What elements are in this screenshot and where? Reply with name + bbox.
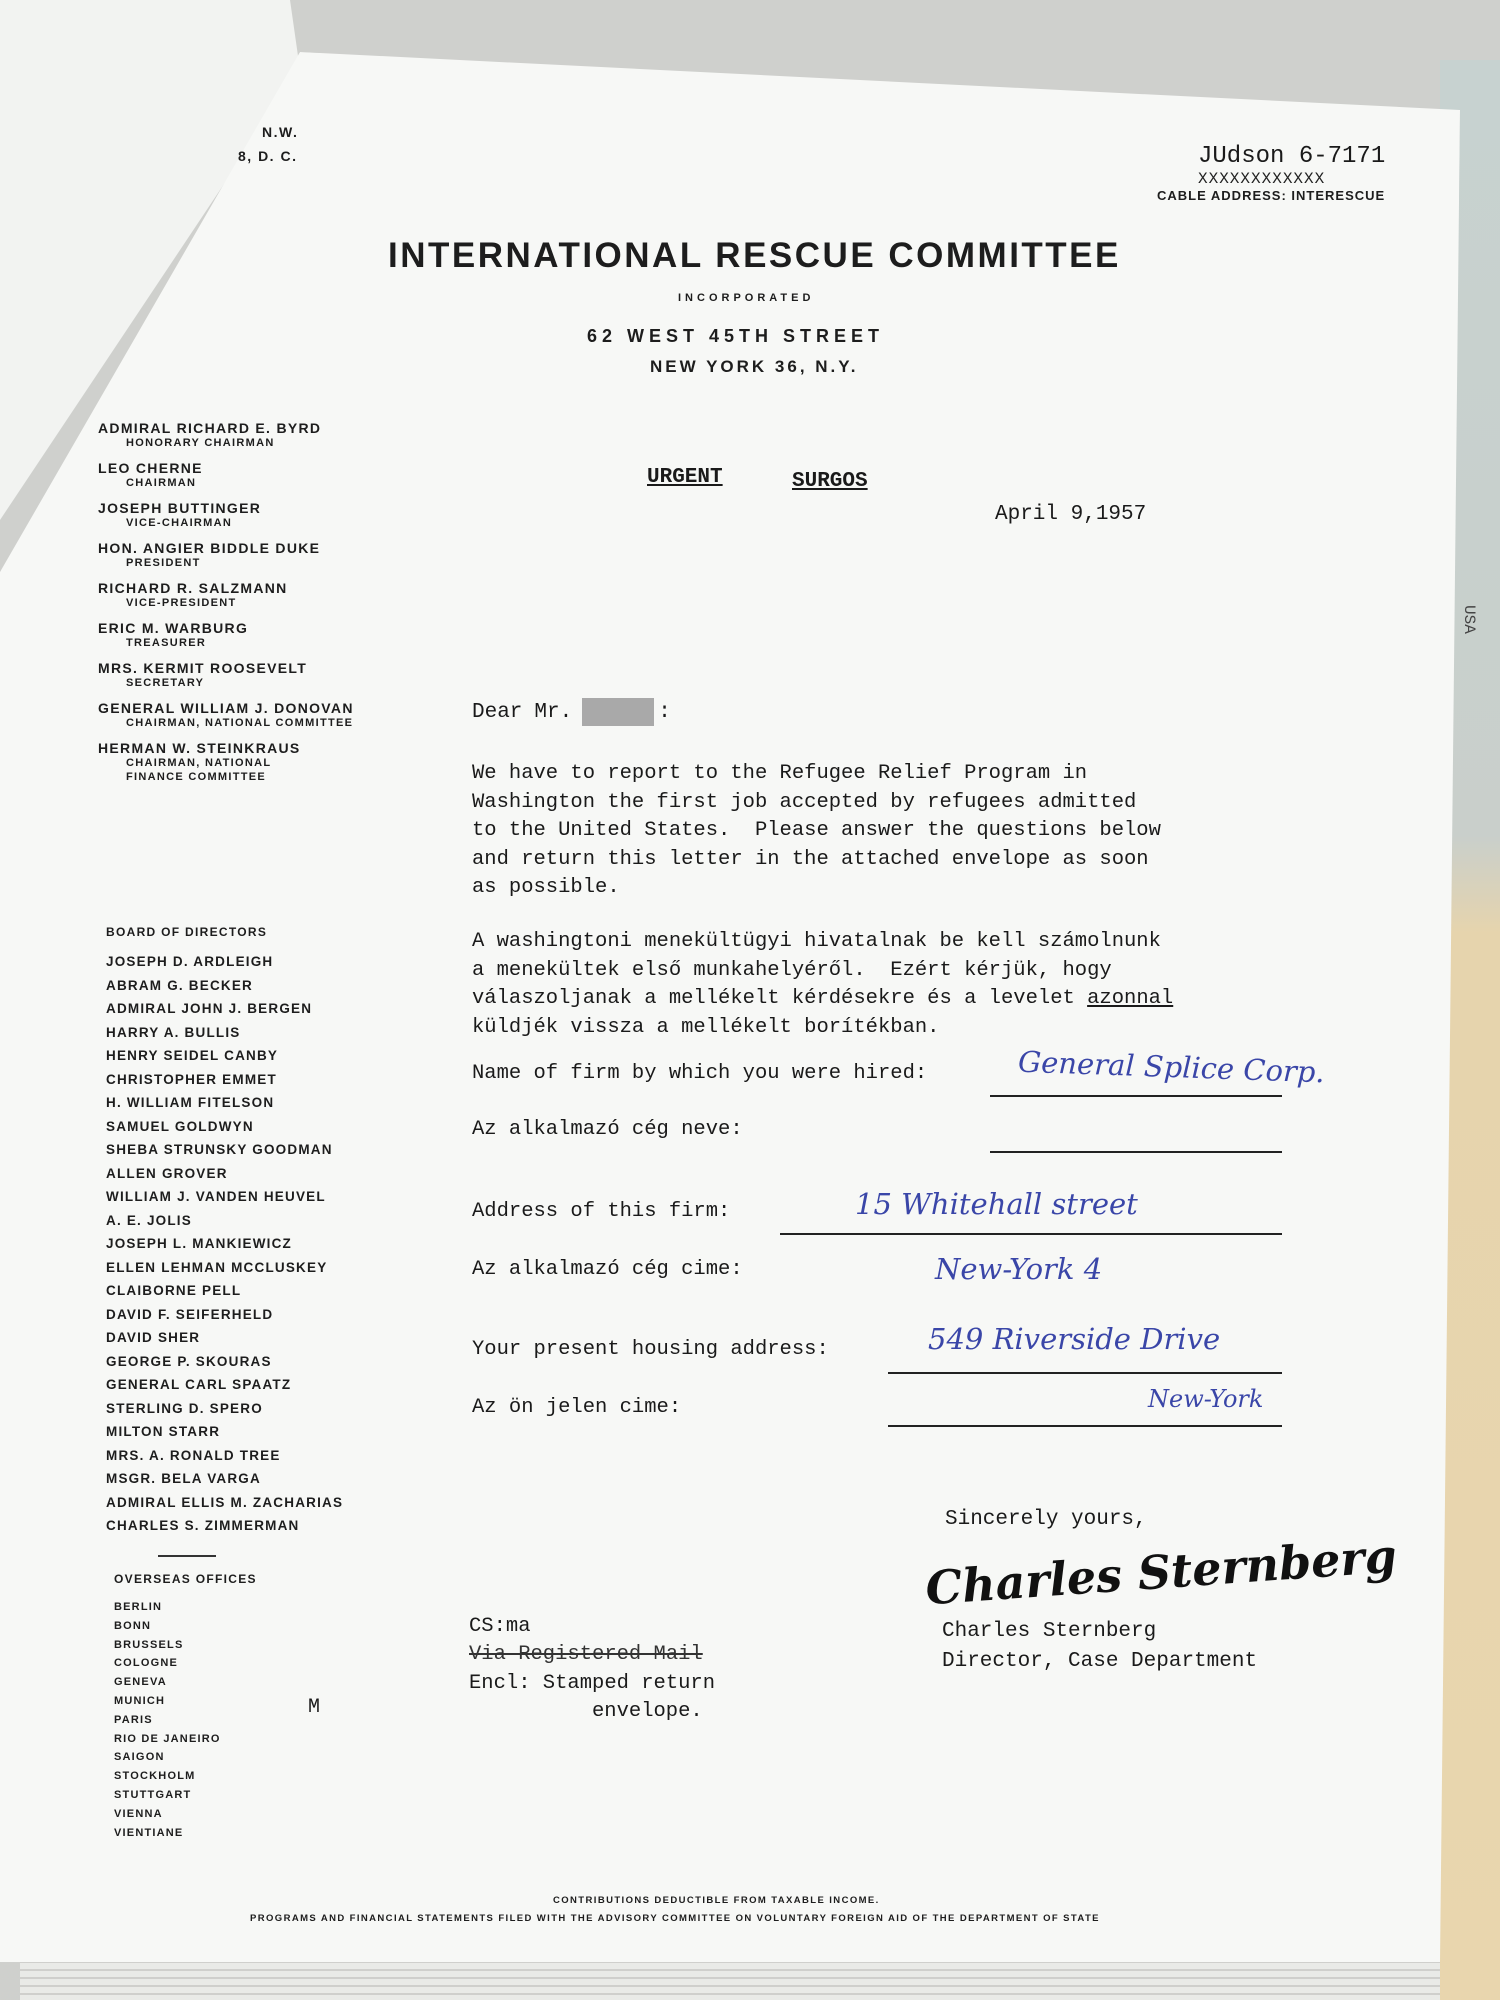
enclosure: Encl: Stamped return	[469, 1672, 716, 1695]
officer-entry	[98, 500, 428, 530]
board-member: ALLEN GROVER	[106, 1165, 228, 1181]
overseas-office: VIENNA	[114, 1807, 163, 1820]
signer-title: Director, Case Department	[942, 1650, 1258, 1673]
board-member: HENRY SEIDEL CANBY	[106, 1048, 279, 1063]
signature: Charles Sternberg	[923, 1528, 1399, 1616]
overseas-office: PARIS	[114, 1713, 153, 1726]
enclosure-cont: envelope.	[592, 1700, 703, 1723]
officer-title: PRESIDENT	[126, 557, 201, 569]
via-struck-out: Via Registered Mail	[469, 1643, 703, 1666]
overseas-office: GENEVA	[114, 1676, 167, 1689]
salutation-suffix: :	[658, 700, 671, 724]
board-member: GEORGE P. SKOURAS	[106, 1353, 272, 1369]
form-label-firm-address-hu: Az alkalmazó cég cime:	[472, 1258, 743, 1281]
officer-name: RICHARD R. SALZMANN	[98, 580, 288, 596]
form-label-housing-address-hu: Az ön jelen cime:	[472, 1396, 682, 1419]
officer-entry	[98, 580, 428, 610]
form-value-housing-address-hu: New-York	[1148, 1385, 1264, 1413]
overseas-office: STOCKHOLM	[114, 1770, 196, 1783]
officer-title: HONORARY CHAIRMAN	[126, 437, 275, 449]
form-label-firm-name: Name of firm by which you were hired:	[472, 1062, 928, 1085]
overseas-office: BRUSSELS	[114, 1638, 184, 1651]
hu-underlined-word: azonnal	[1087, 987, 1174, 1010]
form-value-firm-address-hu: New-York 4	[935, 1252, 1103, 1286]
board-member: ABRAM G. BECKER	[106, 977, 254, 993]
body-english: We have to report to the Refugee Relief Program in Washington the first job accepted by refugees admitted to the United States. Please answer the questions below and return this letter in the attached envelope as soon as possible.	[472, 762, 1161, 899]
closing: Sincerely yours,	[945, 1508, 1147, 1531]
board-member: JOSEPH D. ARDLEIGH	[106, 954, 274, 969]
board-member: GENERAL CARL SPAATZ	[106, 1377, 292, 1392]
overseas-office: BERLIN	[114, 1601, 163, 1613]
street-address: 62 WEST 45TH STREET	[587, 326, 885, 346]
cable-address: CABLE ADDRESS: INTERESCUE	[1157, 188, 1386, 203]
footer-line-2: PROGRAMS AND FINANCIAL STATEMENTS FILED WITH THE ADVISORY COMMITTEE ON VOLUNTARY FOREIGN AID OF THE DEPARTMENT OF STATE	[250, 1913, 1100, 1924]
board-member: SAMUEL GOLDWYN	[106, 1118, 254, 1134]
board-member: CLAIBORNE PELL	[106, 1283, 242, 1298]
form-line-firm-name-hu	[990, 1151, 1282, 1153]
hu-line: küldjék vissza a mellékelt borítékban.	[472, 1015, 940, 1039]
board-member: HARRY A. BULLIS	[106, 1024, 241, 1040]
salutation-title: Mr.	[534, 700, 573, 724]
letter-date: April 9,1957	[995, 503, 1147, 526]
body-hungarian	[472, 928, 1173, 1042]
overseas-office: COLOGNE	[114, 1657, 179, 1670]
officer-title: VICE-PRESIDENT	[126, 597, 237, 609]
board-member: MRS. A. RONALD TREE	[106, 1447, 281, 1463]
hu-line: válaszoljanak a mellékelt kérdésekre és a levelet	[472, 987, 1088, 1010]
officer-name: GENERAL WILLIAM J. DONOVAN	[98, 700, 354, 716]
officer-name: HON. ANGIER BIDDLE DUKE	[98, 540, 321, 556]
officer-entry	[98, 460, 428, 490]
officer-name: MRS. KERMIT ROOSEVELT	[98, 660, 308, 676]
board-heading: BOARD OF DIRECTORS	[106, 925, 268, 939]
partial-address-line: N.W.	[262, 124, 299, 140]
form-label-housing-address: Your present housing address:	[472, 1338, 829, 1361]
form-line-housing-address	[888, 1372, 1282, 1374]
form-line-firm-address	[780, 1233, 1282, 1235]
officer-title: CHAIRMAN, NATIONAL	[126, 757, 272, 769]
form-value-firm-name: General Splice Corp.	[1017, 1044, 1326, 1090]
board-member: MSGR. BELA VARGA	[106, 1471, 261, 1486]
board-member: DAVID F. SEIFERHELD	[106, 1306, 274, 1322]
margin-mark: M	[308, 1696, 321, 1719]
officer-name: ADMIRAL RICHARD E. BYRD	[98, 420, 322, 436]
form-line-housing-address-hu	[888, 1425, 1282, 1427]
partial-address	[232, 120, 298, 168]
officer-name: JOSEPH BUTTINGER	[98, 500, 262, 516]
officer-name: HERMAN W. STEINKRAUS	[98, 740, 301, 756]
overseas-office: BONN	[114, 1619, 152, 1632]
officer-title: TREASURER	[126, 637, 207, 649]
redaction-box	[582, 698, 654, 726]
board-member: DAVID SHER	[106, 1330, 201, 1345]
board-member: STERLING D. SPERO	[106, 1400, 263, 1416]
officer-entry	[98, 660, 428, 690]
officer-entry	[98, 420, 428, 450]
officer-entry	[98, 540, 428, 570]
incorporated-label: INCORPORATED	[678, 292, 815, 304]
overseas-office: VIENTIANE	[114, 1826, 184, 1839]
board-member: SHEBA STRUNSKY GOODMAN	[106, 1142, 333, 1157]
overseas-office: RIO DE JANEIRO	[114, 1732, 221, 1745]
urgent-label: URGENT	[647, 466, 723, 489]
officers-list	[98, 420, 428, 794]
board-member: CHRISTOPHER EMMET	[106, 1071, 277, 1087]
form-value-firm-address: 15 Whitehall street	[855, 1187, 1138, 1221]
board-member: ELLEN LEHMAN MCCLUSKEY	[106, 1259, 328, 1275]
board-member: H. WILLIAM FITELSON	[106, 1095, 275, 1110]
overseas-office: STUTTGART	[114, 1788, 192, 1801]
officer-entry	[98, 740, 428, 784]
form-label-firm-name-hu: Az alkalmazó cég neve:	[472, 1118, 743, 1141]
officer-entry	[98, 700, 428, 730]
partial-address-line: 8, D. C.	[238, 148, 298, 164]
officer-title: FINANCE COMMITTEE	[126, 771, 267, 783]
phone-struck-out: XXXXXXXXXXXX	[1198, 170, 1326, 188]
city-address: NEW YORK 36, N.Y.	[650, 357, 859, 376]
divider	[158, 1555, 216, 1557]
initials: CS:ma	[469, 1615, 531, 1638]
overseas-office: SAIGON	[114, 1751, 165, 1764]
board-member: JOSEPH L. MANKIEWICZ	[106, 1236, 293, 1251]
signer-name: Charles Sternberg	[942, 1620, 1157, 1643]
board-member: MILTON STARR	[106, 1424, 221, 1439]
hu-line: a menekültek első munkahelyéről. Ezért kérjük, hogy	[472, 958, 1112, 982]
salutation-prefix: Dear	[472, 700, 523, 724]
board-member: ADMIRAL ELLIS M. ZACHARIAS	[106, 1494, 344, 1510]
form-label-firm-address: Address of this firm:	[472, 1200, 731, 1223]
offices-heading: OVERSEAS OFFICES	[114, 1572, 257, 1586]
officer-name: LEO CHERNE	[98, 460, 203, 476]
overseas-office: MUNICH	[114, 1694, 166, 1707]
board-member: CHARLES S. ZIMMERMAN	[106, 1518, 300, 1533]
form-value-housing-address: 549 Riverside Drive	[928, 1322, 1221, 1356]
surgos-label: SURGOS	[792, 470, 868, 493]
officer-name: ERIC M. WARBURG	[98, 620, 249, 636]
form-line-firm-name	[990, 1095, 1282, 1097]
board-member: WILLIAM J. VANDEN HEUVEL	[106, 1189, 326, 1204]
offices-list	[114, 1598, 221, 1842]
board-list	[106, 950, 343, 1538]
board-member: ADMIRAL JOHN J. BERGEN	[106, 1001, 313, 1016]
officer-title: CHAIRMAN, NATIONAL COMMITTEE	[126, 717, 354, 729]
officer-title: VICE-CHAIRMAN	[126, 517, 233, 529]
salutation	[472, 698, 671, 726]
officer-title: CHAIRMAN	[126, 477, 197, 489]
officer-entry	[98, 620, 428, 650]
footer-line-1: CONTRIBUTIONS DEDUCTIBLE FROM TAXABLE INCOME.	[553, 1895, 880, 1906]
folder-country-mark: USA	[1460, 605, 1478, 634]
org-name: INTERNATIONAL RESCUE COMMITTEE	[388, 236, 1121, 275]
hu-line: A washingtoni menekültügyi hivatalnak be kell számolnunk	[472, 930, 1161, 953]
board-member: A. E. JOLIS	[106, 1212, 192, 1228]
officer-title: SECRETARY	[126, 677, 205, 689]
phone-number: JUdson 6-7171	[1198, 143, 1386, 170]
